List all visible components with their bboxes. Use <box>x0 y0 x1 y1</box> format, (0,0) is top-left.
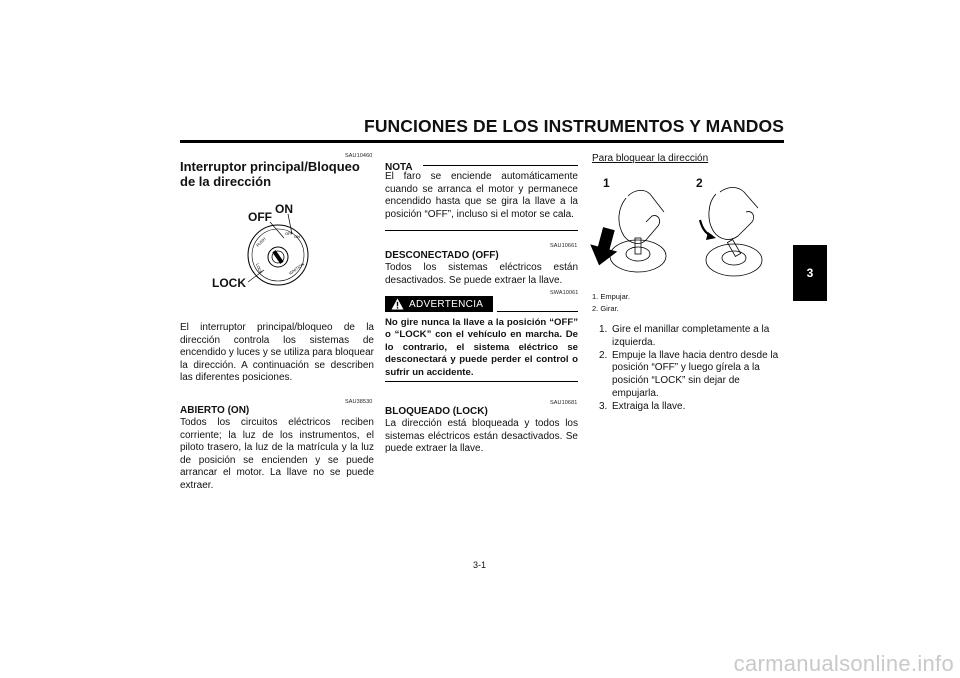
step-item <box>592 401 784 414</box>
svg-text:IGNITION: IGNITION <box>287 261 306 276</box>
ref-code: SAU10460 <box>345 153 373 159</box>
step-text: Extraiga la llave. <box>612 400 686 412</box>
svg-text:LOCK: LOCK <box>255 262 264 275</box>
section-title: Interruptor principal/Bloqueo de la dirección <box>180 159 360 189</box>
on-heading: ABIERTO (ON) <box>180 405 250 416</box>
warning-paragraph: No gire nunca la llave a la posición “OFF” o “LOCK” con el vehículo en marcha. De lo contrario, el sistema eléctrico se desconectará y puede perder el control o sufrir un accidente. <box>385 317 578 378</box>
warning-end-rule <box>385 381 578 382</box>
legend-item: 2. Girar. <box>592 303 619 313</box>
key-label-on: ON <box>275 202 293 216</box>
step-number: 3. <box>599 400 608 412</box>
warning-triangle-icon <box>391 298 404 310</box>
figure-legend <box>592 291 630 314</box>
svg-text:OFF: OFF <box>285 231 293 236</box>
page-number: 3-1 <box>473 560 487 570</box>
step-text: Gire el manillar completamente a la izquierda. <box>612 324 770 348</box>
ref-code: SWA10061 <box>550 290 579 296</box>
svg-text:ON: ON <box>294 234 300 239</box>
off-heading: DESCONECTADO (OFF) <box>385 250 499 261</box>
warning-badge <box>385 296 493 312</box>
steps-list <box>592 324 784 414</box>
steering-lock-figure <box>588 168 781 286</box>
off-paragraph: Todos los sistemas eléctricos están desactivados. Se puede extraer la llave. <box>385 262 578 286</box>
watermark: carmanualsonline.info <box>733 651 954 676</box>
page-header <box>180 116 784 146</box>
hand-key-icon <box>588 168 781 286</box>
header-rule <box>180 140 784 143</box>
lock-procedure-title: Para bloquear la dirección <box>592 153 709 164</box>
svg-text:PUSH: PUSH <box>255 236 267 248</box>
step-text: Empuje la llave hacia dentro desde la posición “OFF” y luego gírela a la posición “LOCK” sin dejar de empujarla. <box>612 349 779 399</box>
lock-heading: BLOQUEADO (LOCK) <box>385 406 488 417</box>
warning-rule <box>497 311 578 312</box>
page-title: FUNCIONES DE LOS INSTRUMENTOS Y MANDOS <box>364 116 784 136</box>
figure-number-1: 1 <box>603 176 610 190</box>
chapter-tab[interactable]: 3 <box>793 245 827 301</box>
legend-item: 1. Empujar. <box>592 292 630 301</box>
nota-paragraph: El faro se enciende automáticamente cuando se arranca el motor y permanece encendido hasta que se gira la llave a la posición “OFF”, incluso si el motor se cala. <box>385 171 578 220</box>
step-number: 2. <box>599 349 608 361</box>
nota-rule <box>423 165 578 166</box>
ref-code: SAU10661 <box>550 243 578 249</box>
ignition-switch-figure <box>212 200 332 298</box>
step-item <box>592 350 784 401</box>
key-label-off: OFF <box>248 210 272 224</box>
warning-label: ADVERTENCIA <box>409 298 484 310</box>
figure-number-2: 2 <box>696 176 703 190</box>
nota-end-rule <box>385 230 578 231</box>
step-item <box>592 324 784 350</box>
on-paragraph: Todos los circuitos eléctricos reciben corriente; la luz de los instrumentos, el piloto trasero, la luz de la matrícula y la luz de posición se encienden y se puede arrancar el motor. La llave no se puede extraer. <box>180 417 374 491</box>
step-number: 1. <box>599 324 608 335</box>
intro-paragraph: El interruptor principal/bloqueo de la dirección controla los sistemas de encendido y luces y se utiliza para bloquear la dirección. A continuación se describen las diferentes posiciones. <box>180 322 375 384</box>
lock-paragraph: La dirección está bloqueada y todos los sistemas eléctricos están desactivados. Se puede extraer la llave. <box>385 418 578 455</box>
ref-code: SAU38530 <box>345 399 373 405</box>
nota-label: NOTA <box>385 162 413 173</box>
ref-code: SAU10681 <box>550 400 578 406</box>
key-label-lock: LOCK <box>212 276 246 290</box>
